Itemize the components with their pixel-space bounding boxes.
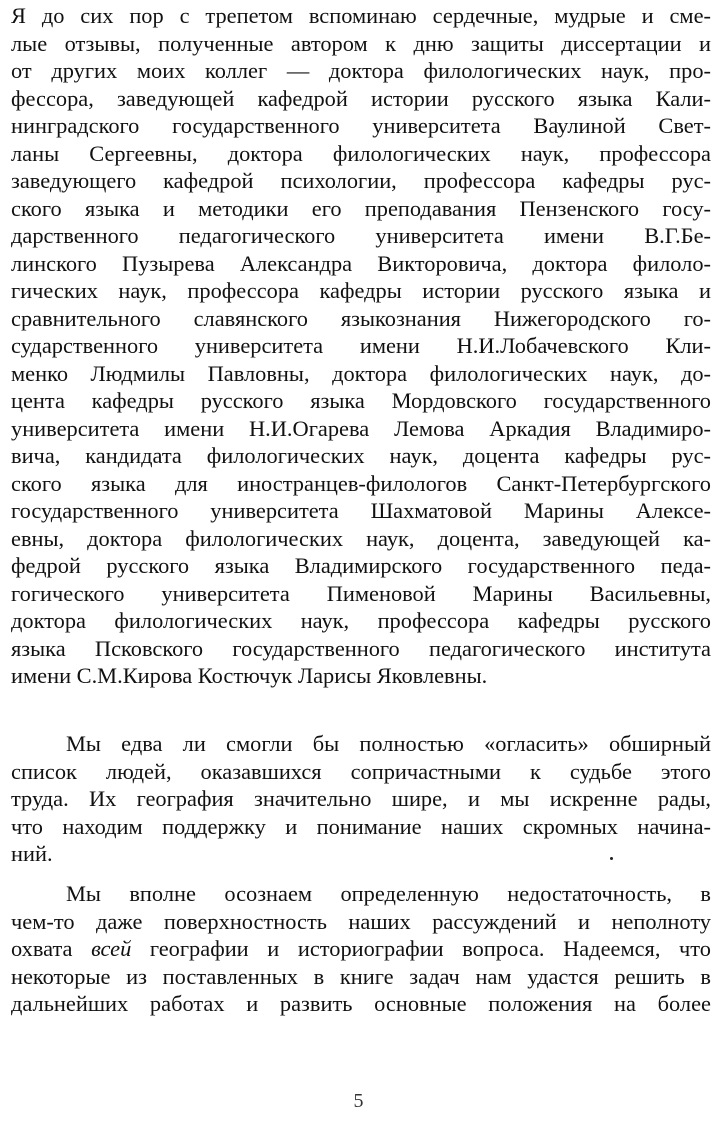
text-line: ского языка для иностранцев-филологов Санкт-Петербургского [11,470,711,496]
text-line: дарственного педагогического университета имени В.Г.Бе- [11,223,711,248]
text-line: менко Людмилы Павловны, доктора филологических наук, до- [11,360,711,386]
text-line: евны, доктора филологических наук, доцента, заведующей ка- [11,525,711,551]
text-line: ний. [11,841,53,866]
text-line: федрой русского языка Владимирского государственного педа- [11,553,711,578]
text-line: вича, кандидата филологических наук, доцента кафедры рус- [11,443,711,468]
text-line: список людей, оказавшихся сопричастными к судьбе этого [11,758,711,784]
text-line: чем-то даже поверхностность наших рассуждений и неполноту [11,908,711,934]
text-line: заведующего кафедрой психологии, профессора кафедры рус- [11,168,711,193]
text-line: университета имени Н.И.Огарева Лемова Аркадия Владимиро- [11,415,711,441]
text-line: ланы Сергеевны, доктора филологических наук, профессора [11,140,711,166]
emphasis-word: всей [91,936,132,961]
text-fragment: географии и историографии вопроса. Надеемся, что [131,936,711,961]
text-line-with-emphasis [11,935,711,963]
text-line: языка Псковского государственного педагогического института [11,635,711,661]
text-line: цента кафедры русского языка Мордовского государственного [11,388,711,413]
paragraph-limitations [11,880,711,1018]
text-line: имени С.М.Кирова Костючук Ларисы Яковлевны. [11,663,488,688]
paragraph-acknowledgements [11,2,711,690]
text-line: труда. Их география значительно шире, и мы искренне рады, [11,786,711,811]
text-fragment: охвата [11,936,92,961]
text-line: гических наук, профессора кафедры истории русского языка и [11,278,711,303]
text-line: доктора филологических наук, профессора кафедры русского [11,608,711,633]
page-number: 5 [353,1090,364,1112]
text-line: от других моих коллег — доктора филологических наук, про- [11,58,711,83]
text-line: Мы вполне осознаем определенную недостаточность, в [66,881,711,906]
text-line: нинградского государственного университета Ваулиной Свет- [11,113,711,138]
text-line: Я до сих пор с трепетом вспоминаю сердечные, мудрые и сме- [11,3,711,28]
text-line: государственного университета Шахматовой Марины Алексе- [11,498,711,523]
text-line: гогического университета Пименовой Марины Васильевны, [11,580,711,606]
paragraph-thanks-list [11,730,711,868]
text-line: ского языка и методики его преподавания Пензенского госу- [11,195,711,221]
text-line: лые отзывы, полученные автором к дню защиты диссертации и [11,30,711,56]
text-line: дальнейших работах и развить основные положения на более [11,991,711,1016]
text-line: сравнительного славянского языкознания Нижегородского го- [11,305,711,331]
text-line: сударственного университета имени Н.И.Лобачевского Кли- [11,333,711,358]
text-line: что находим поддержку и понимание наших скромных начина- [11,813,711,839]
text-line: Мы едва ли смогли бы полностью «огласить» обширный [66,731,711,756]
text-line: некоторые из поставленных в книге задач нам удастся решить в [11,963,711,989]
text-line: линского Пузырева Александра Викторовича, доктора филоло- [11,250,711,276]
text-line: фессора, заведующей кафедрой истории русского языка Кали- [11,85,711,111]
scan-speck [610,857,613,860]
